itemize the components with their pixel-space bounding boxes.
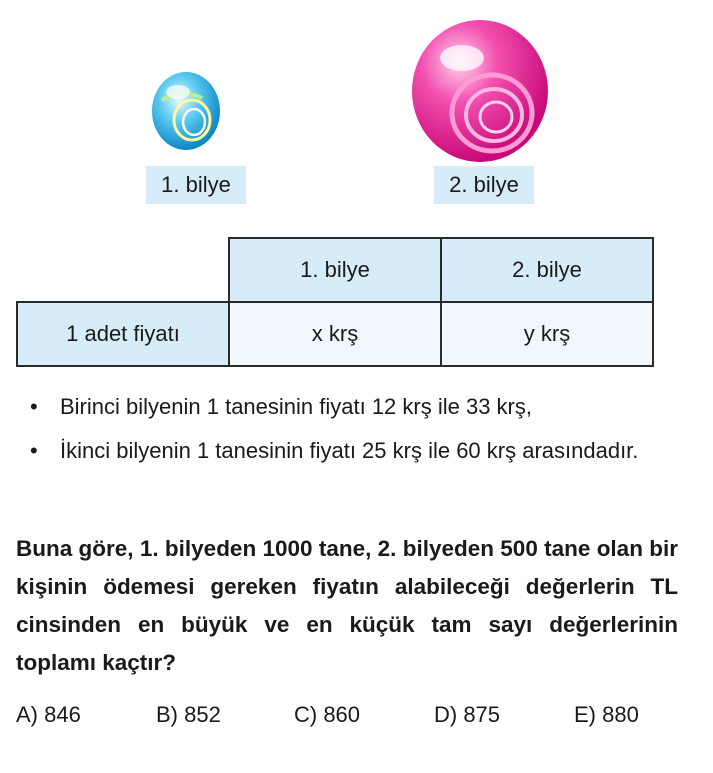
- table-header-first-marble: 1. bilye: [229, 238, 441, 302]
- table-row-label: 1 adet fiyatı: [17, 302, 229, 366]
- table-cell-first-price: x krş: [229, 302, 441, 366]
- option-e[interactable]: E) 880: [574, 702, 639, 727]
- price-table: [16, 237, 654, 367]
- conditions-list: [22, 388, 672, 476]
- first-marble-caption: 1. bilye: [146, 166, 246, 204]
- condition-first-marble: • Birinci bilyenin 1 tanesinin fiyatı 12 krş ile 33 krş,: [22, 388, 672, 426]
- table-header-row: [17, 238, 653, 302]
- table-header-second-marble: 2. bilye: [441, 238, 653, 302]
- table-row: [17, 302, 653, 366]
- question-text: Buna göre, 1. bilyeden 1000 tane, 2. bilyeden 500 tane olan bir kişinin ödemesi gereken fiyatın alabileceği değerlerin TL cinsinden en büyük ve en küçük tam sayı değerlerinin toplamı kaçtır?: [16, 536, 678, 675]
- second-marble-caption: 2. bilye: [434, 166, 534, 204]
- small-blue-marble-image: [150, 70, 222, 152]
- table-empty-corner: [17, 238, 229, 302]
- table-cell-second-price: y krş: [441, 302, 653, 366]
- option-d[interactable]: D) 875: [434, 702, 501, 727]
- option-c[interactable]: C) 860: [294, 702, 361, 727]
- answer-options: [16, 702, 696, 728]
- option-a[interactable]: A) 846: [16, 702, 81, 727]
- option-b[interactable]: B) 852: [156, 702, 221, 727]
- condition-second-marble: • İkinci bilyenin 1 tanesinin fiyatı 25 krş ile 60 krş arasındadır.: [22, 432, 672, 470]
- large-pink-marble-image: [410, 18, 550, 164]
